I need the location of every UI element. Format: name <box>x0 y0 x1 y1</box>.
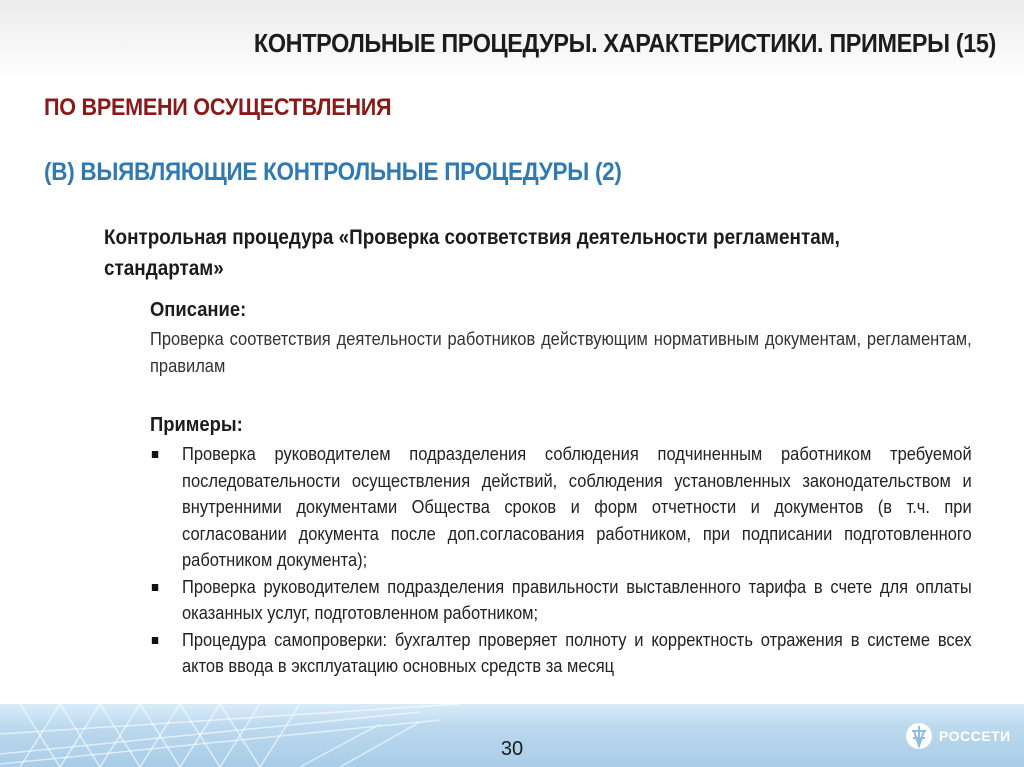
list-item <box>150 441 972 574</box>
footer <box>0 704 1024 767</box>
list-item-text: Проверка руководителем подразделения соблюдения подчиненным работником требуемой последовательности осуществления действий, соблюдения установленных законодательством и внутренними документами Общества сроков и форм отчетности и документов (в т.ч. при согласовании документа после доп.согласования работником, при подписании подготовленного работником документа); <box>182 444 972 570</box>
list-item <box>150 627 972 680</box>
description-label: Описание: <box>150 299 247 321</box>
page-number: 30 <box>500 738 524 760</box>
examples-list <box>150 441 972 680</box>
logo-text: РОССЕТИ <box>939 728 1011 744</box>
description-text: Проверка соответствия деятельности работников действующим нормативным документам, регламентам, правилам <box>150 329 972 376</box>
rosseti-logo-icon <box>905 722 933 750</box>
procedure-title: Контрольная процедура «Проверка соответствия деятельности регламентам, стандартам» <box>104 226 840 280</box>
square-bullet-icon <box>152 637 158 644</box>
section-heading: ПО ВРЕМЕНИ ОСУЩЕСТВЛЕНИЯ <box>44 94 392 121</box>
examples-label: Примеры: <box>150 414 243 436</box>
square-bullet-icon <box>152 584 158 591</box>
list-item <box>150 574 972 627</box>
list-item-text: Проверка руководителем подразделения правильности выставленного тарифа в счете для оплаты оказанных услуг, подготовленном работником; <box>182 576 972 623</box>
company-logo <box>905 722 1011 750</box>
square-bullet-icon <box>152 451 158 458</box>
tower-lattice-graphic <box>0 704 460 767</box>
list-item-text: Процедура самопроверки: бухгалтер проверяет полноту и корректность отражения в системе всех актов ввода в эксплуатацию основных средств за месяц <box>182 629 972 676</box>
sub-heading: (В) ВЫЯВЛЯЮЩИЕ КОНТРОЛЬНЫЕ ПРОЦЕДУРЫ (2) <box>44 158 622 186</box>
slide-title: КОНТРОЛЬНЫЕ ПРОЦЕДУРЫ. ХАРАКТЕРИСТИКИ. ПРИМЕРЫ (15) <box>253 28 996 58</box>
